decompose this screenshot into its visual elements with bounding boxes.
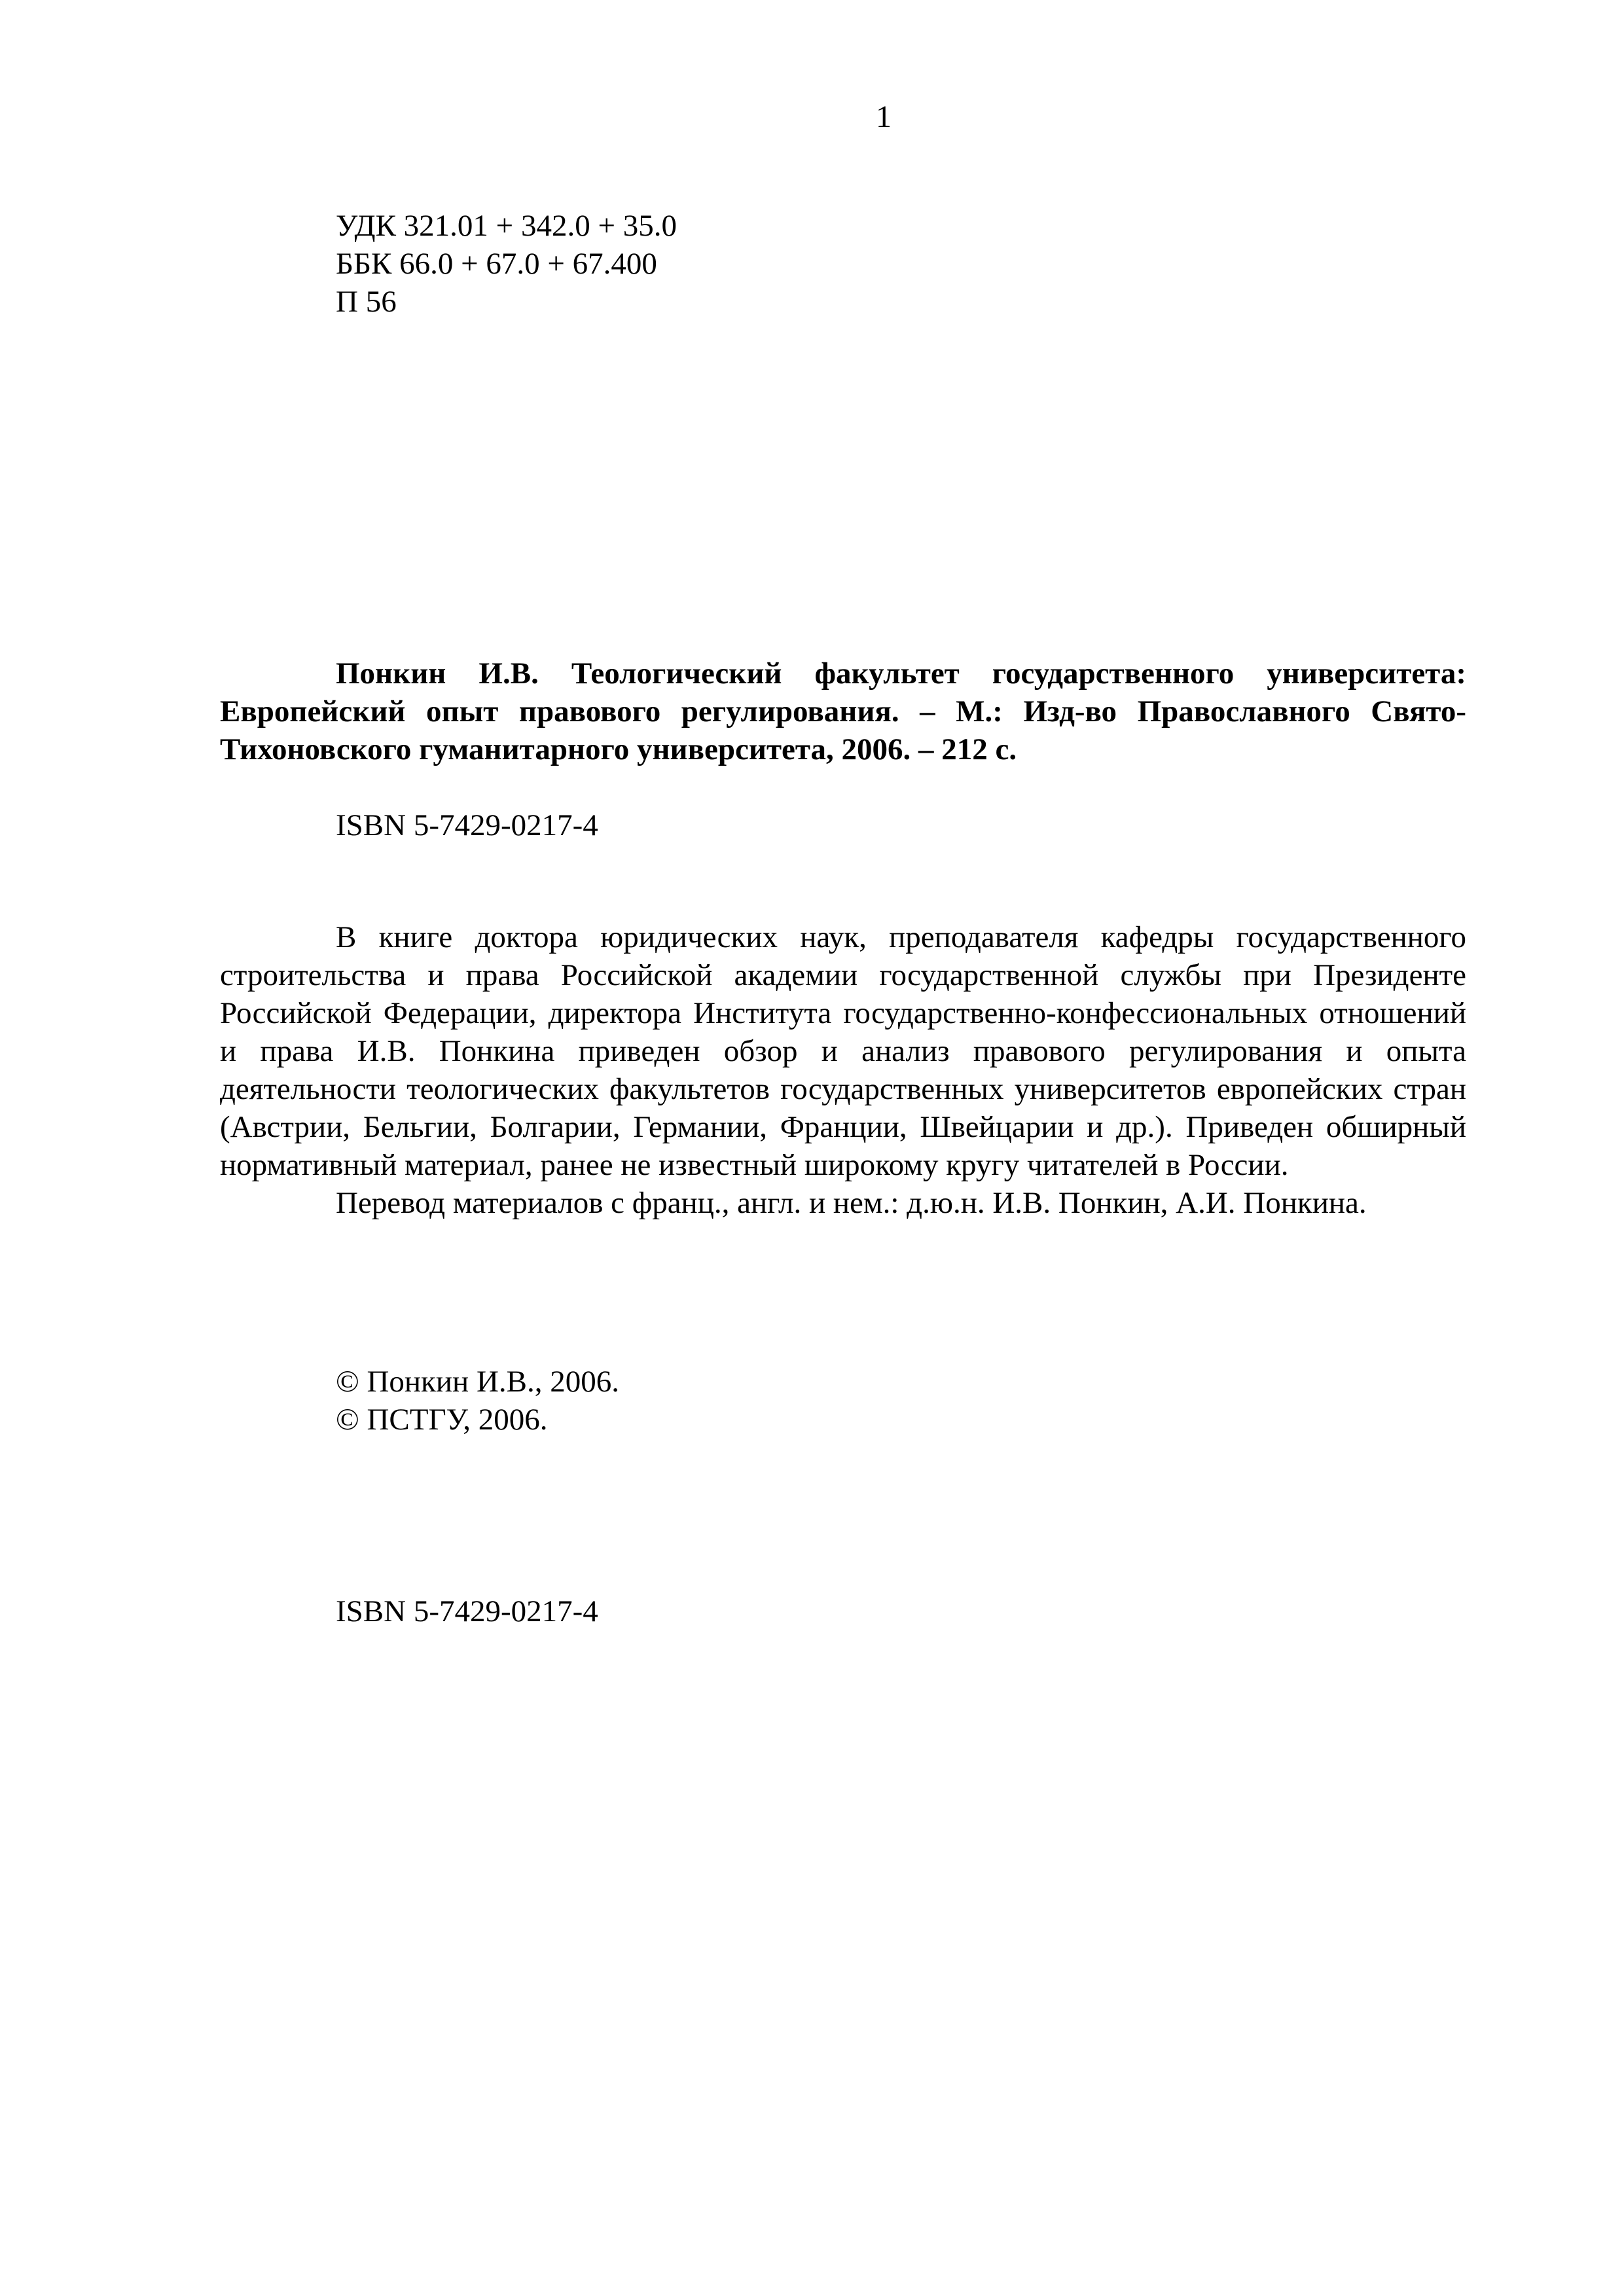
- copyright-block: [336, 1363, 619, 1439]
- abstract-block: [220, 918, 1466, 1222]
- isbn-top: ISBN 5-7429-0217-4: [336, 808, 598, 842]
- author-sign: П 56: [336, 285, 397, 319]
- classification-block: [336, 207, 677, 321]
- copyright-author: © Понкин И.В., 2006.: [336, 1365, 619, 1399]
- abstract-summary: В книге доктора юридических наук, преподавателя кафедры государственного строительства и права Российской академии государственной службы при Президенте Российской Федерации, директора Института государственно-конфессиональных отношений и права И.В. Понкина приведен обзор и анализ правового регулирования и опыта деятельности теологических факультетов государственных университетов европейских стран (Австрии, Бельгии, Болгарии, Германии, Франции, Швейцарии и др.). Приведен обширный нормативный материал, ранее не известный широкому кругу читателей в России.: [220, 920, 1466, 1182]
- copyright-publisher: © ПСТГУ, 2006.: [336, 1403, 548, 1437]
- isbn-bottom: ISBN 5-7429-0217-4: [336, 1594, 598, 1628]
- translation-credit: Перевод материалов с франц., англ. и нем.: д.ю.н. И.В. Понкин, А.И. Понкина.: [336, 1186, 1367, 1220]
- bibliographic-citation: Понкин И.В. Теологический факультет государственного университета: Европейский опыт правового регулирования. – М.: Изд-во Православного Свято-Тихоновского гуманитарного университета, 2006. – 212 с.: [220, 656, 1466, 766]
- page-number: 1: [876, 99, 892, 134]
- udk-code: УДК 321.01 + 342.0 + 35.0: [336, 209, 677, 243]
- bbk-code: ББК 66.0 + 67.0 + 67.400: [336, 247, 657, 281]
